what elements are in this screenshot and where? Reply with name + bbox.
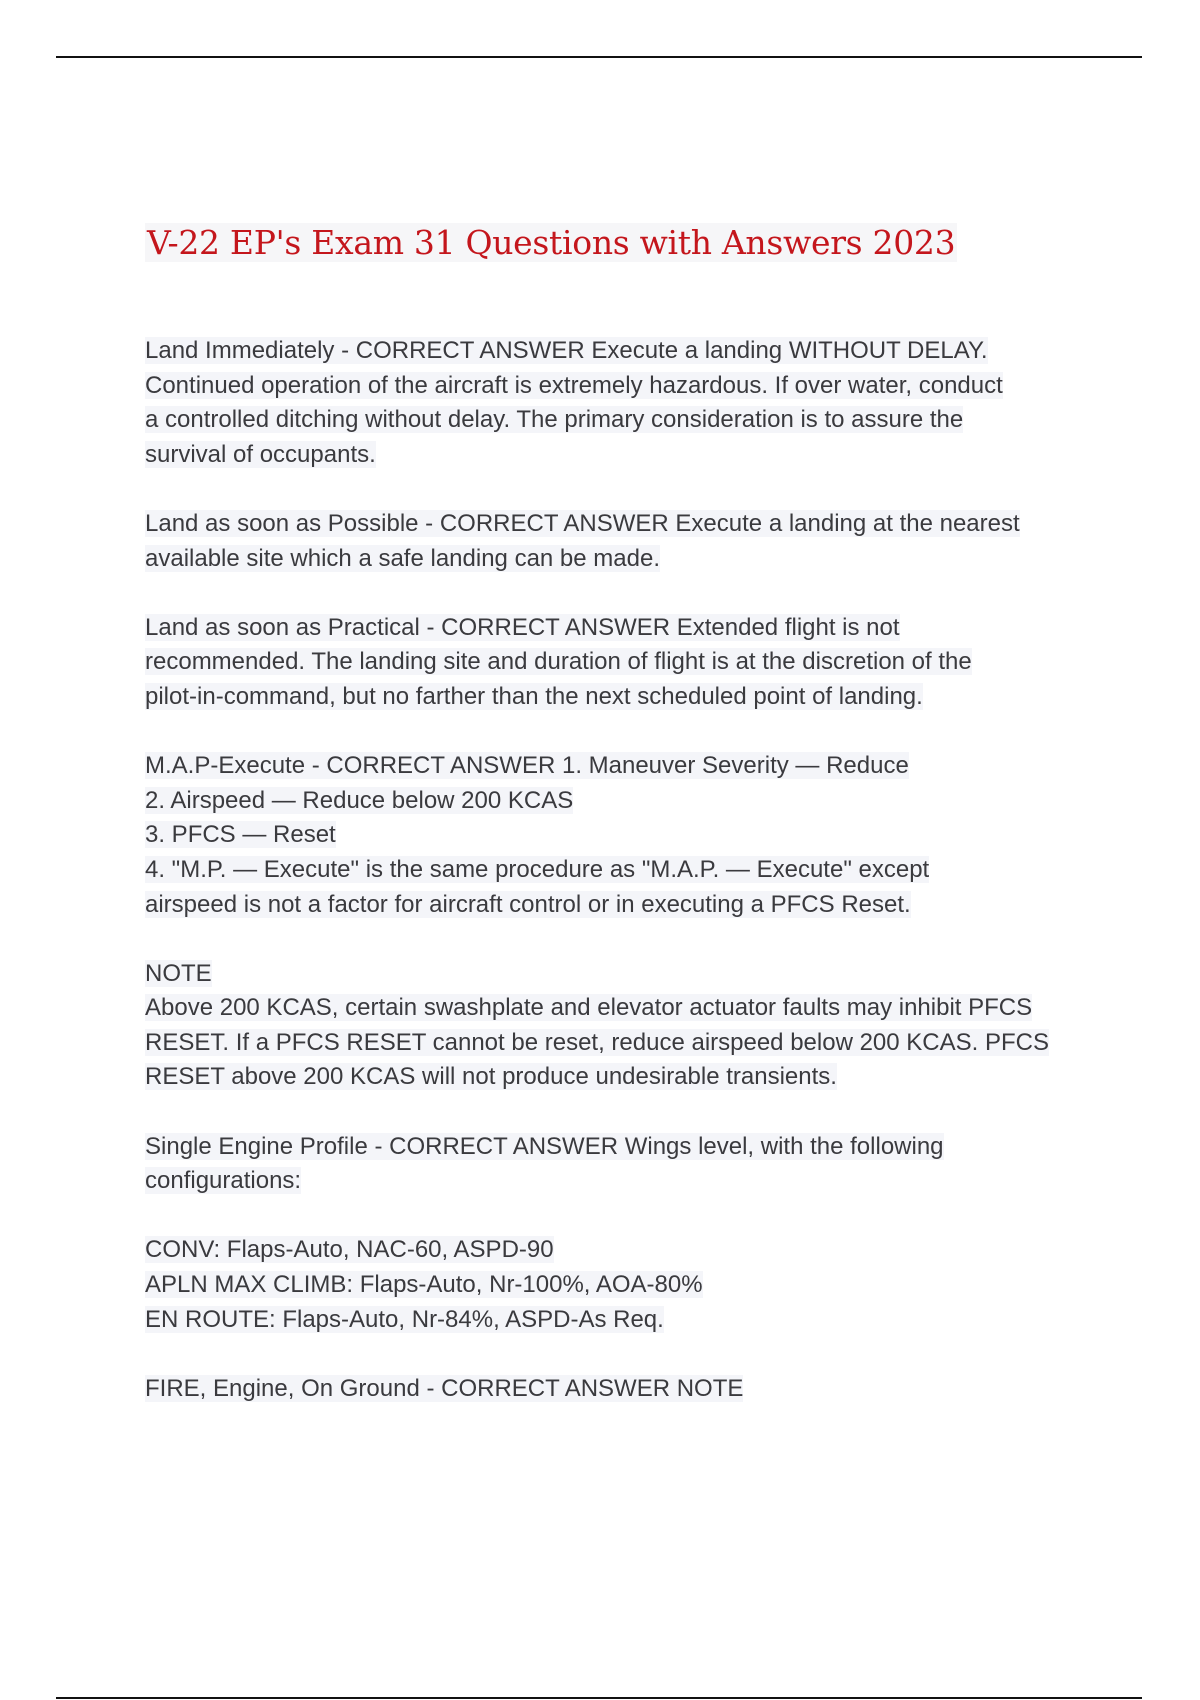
- paragraph-gap: [145, 922, 1105, 957]
- document-title: V-22 EP's Exam 31 Questions with Answers 2023: [147, 223, 956, 262]
- text-line: [145, 888, 1105, 923]
- text-line-content: EN ROUTE: Flaps-Auto, Nr-84%, ASPD-As Req.: [145, 1305, 664, 1333]
- text-line-content: survival of occupants.: [145, 440, 376, 468]
- text-line-content: CONV: Flaps-Auto, NAC-60, ASPD-90: [145, 1236, 554, 1264]
- paragraph-gap: [145, 1095, 1105, 1130]
- text-line: [145, 1060, 1105, 1095]
- text-line: [145, 369, 1105, 404]
- qa-paragraph: [145, 1233, 1105, 1337]
- text-line-content: NOTE: [145, 959, 212, 987]
- text-line: [145, 403, 1105, 438]
- text-line: [145, 1164, 1105, 1199]
- text-line: [145, 611, 1105, 646]
- text-line-content: M.A.P-Execute - CORRECT ANSWER 1. Maneuver Severity — Reduce: [145, 752, 909, 780]
- text-line-content: pilot-in-command, but no farther than the next scheduled point of landing.: [145, 682, 923, 710]
- text-line: [145, 507, 1105, 542]
- text-line-content: recommended. The landing site and duration of flight is at the discretion of the: [145, 648, 972, 676]
- text-line-content: Land as soon as Possible - CORRECT ANSWER Execute a landing at the nearest: [145, 509, 1020, 537]
- text-line-content: 3. PFCS — Reset: [145, 821, 336, 849]
- header-rule: [56, 56, 1142, 58]
- qa-paragraph: [145, 957, 1105, 1095]
- text-line-content: FIRE, Engine, On Ground - CORRECT ANSWER NOTE: [145, 1374, 744, 1402]
- text-line-content: 2. Airspeed — Reduce below 200 KCAS: [145, 786, 574, 814]
- text-line-content: RESET above 200 KCAS will not produce undesirable transients.: [145, 1063, 837, 1091]
- text-line-content: Above 200 KCAS, certain swashplate and elevator actuator faults may inhibit PFCS: [145, 994, 1033, 1022]
- paragraph-gap: [145, 715, 1105, 750]
- text-line-content: configurations:: [145, 1167, 302, 1195]
- qa-paragraph: [145, 1372, 1105, 1407]
- text-line-content: Land as soon as Practical - CORRECT ANSWER Extended flight is not: [145, 613, 900, 641]
- paragraph-gap: [145, 472, 1105, 507]
- text-line: [145, 542, 1105, 577]
- text-line: [145, 1372, 1105, 1407]
- qa-paragraph: [145, 1130, 1105, 1199]
- text-line-content: APLN MAX CLIMB: Flaps-Auto, Nr-100%, AOA-80%: [145, 1271, 703, 1299]
- text-line: [145, 749, 1105, 784]
- text-line-content: Land Immediately - CORRECT ANSWER Execute a landing WITHOUT DELAY.: [145, 337, 988, 364]
- footer-rule: [56, 1697, 1142, 1699]
- text-line: [145, 784, 1105, 819]
- text-line: [145, 438, 1105, 473]
- paragraph-gap: [145, 1199, 1105, 1234]
- text-line-content: available site which a safe landing can be made.: [145, 544, 660, 572]
- text-line: [145, 818, 1105, 853]
- text-line: [145, 853, 1105, 888]
- qa-paragraph: [145, 507, 1105, 576]
- text-line-content: Continued operation of the aircraft is extremely hazardous. If over water, conduct: [145, 371, 1003, 399]
- text-line: [145, 680, 1105, 715]
- text-line: [145, 1130, 1105, 1165]
- document-body: [145, 334, 1105, 1406]
- paragraph-gap: [145, 1337, 1105, 1372]
- text-line: [145, 1233, 1105, 1268]
- text-line-content: a controlled ditching without delay. The primary consideration is to assure the: [145, 406, 964, 434]
- text-line: [145, 645, 1105, 680]
- text-line-content: 4. "M.P. — Execute" is the same procedure as "M.A.P. — Execute" except: [145, 855, 930, 883]
- text-line: [145, 334, 1105, 369]
- text-line-content: airspeed is not a factor for aircraft control or in executing a PFCS Reset.: [145, 890, 911, 918]
- text-line: [145, 957, 1105, 992]
- qa-paragraph: [145, 334, 1105, 472]
- text-line: [145, 1026, 1105, 1061]
- text-line-content: Single Engine Profile - CORRECT ANSWER Wings level, with the following: [145, 1132, 944, 1160]
- paragraph-gap: [145, 576, 1105, 611]
- qa-paragraph: [145, 749, 1105, 922]
- text-line: [145, 991, 1105, 1026]
- text-line: [145, 1268, 1105, 1303]
- text-line: [145, 1303, 1105, 1338]
- qa-paragraph: [145, 611, 1105, 715]
- text-line-content: RESET. If a PFCS RESET cannot be reset, reduce airspeed below 200 KCAS. PFCS: [145, 1028, 1049, 1056]
